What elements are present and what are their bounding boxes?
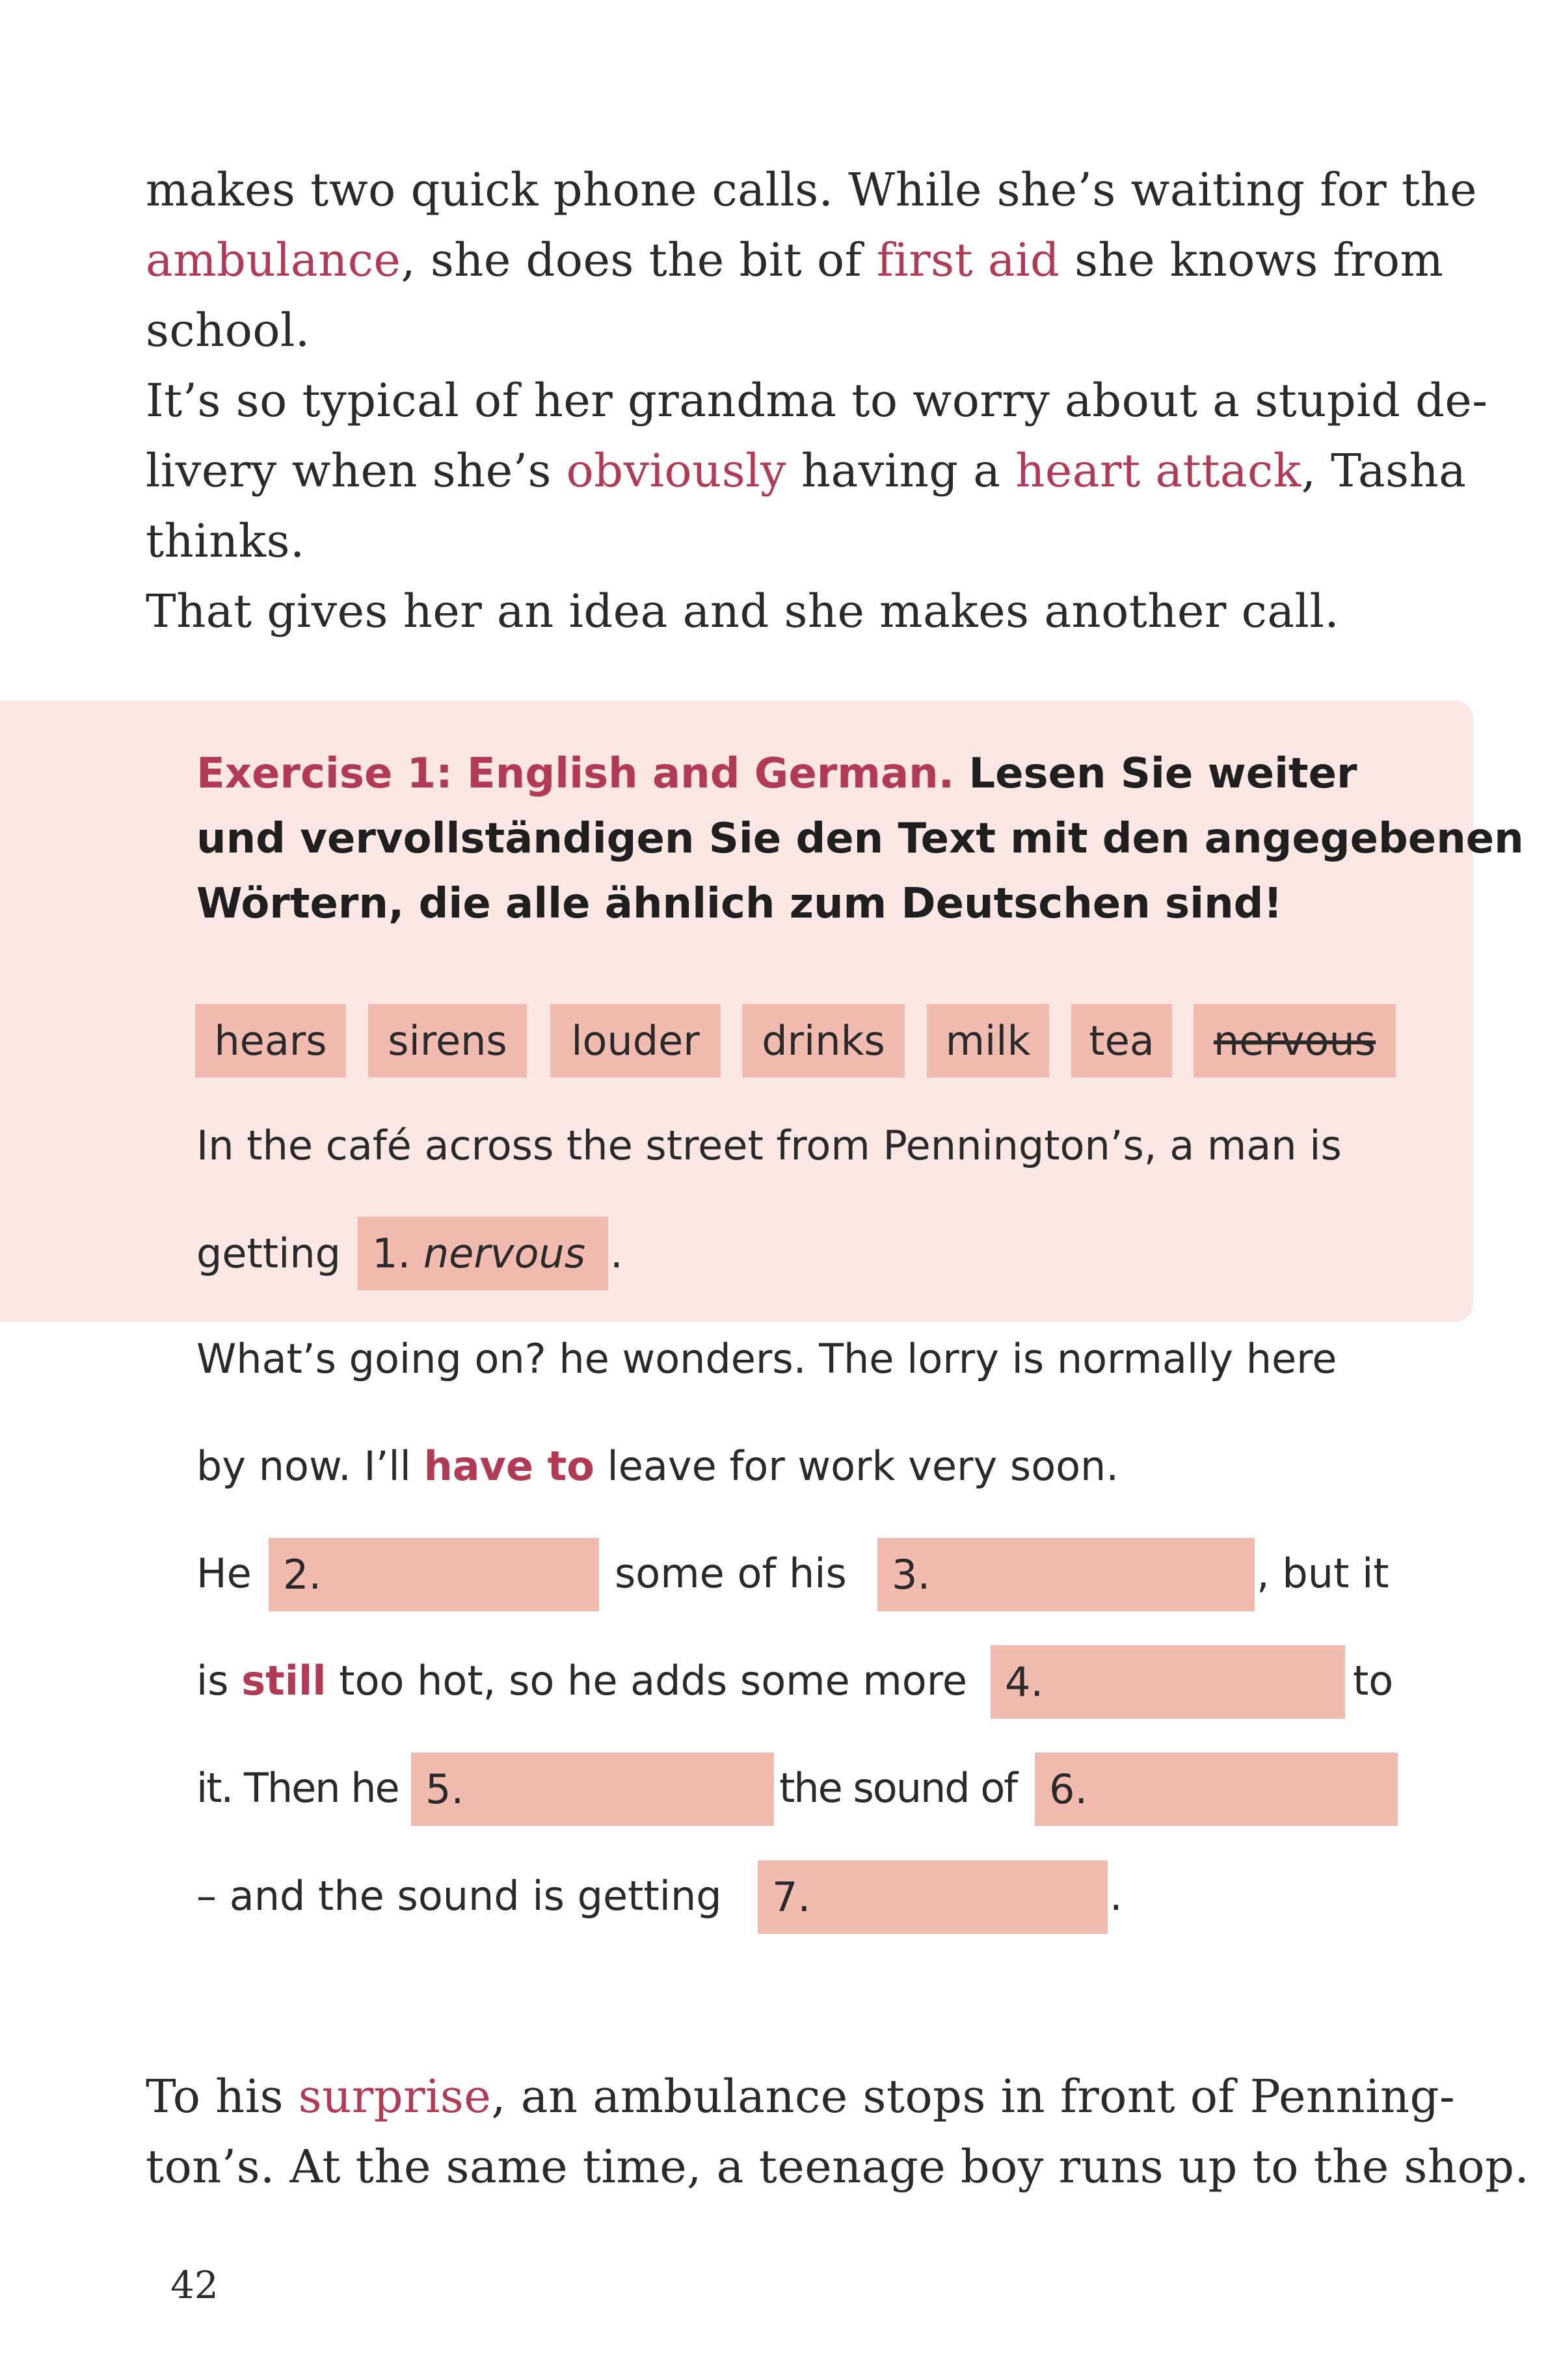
keyword-first-aid: first aid (876, 233, 1060, 287)
answer-blank-1[interactable] (358, 1217, 608, 1290)
keyword-obviously: obviously (566, 444, 787, 497)
keyword-still: still (241, 1657, 327, 1704)
exercise-line-4 (196, 1434, 1400, 1499)
blank-number: 1. (372, 1230, 411, 1277)
top-paragraph (146, 155, 1488, 646)
answer-blank-4[interactable] (991, 1645, 1345, 1719)
word-bank-chip[interactable]: hears (195, 1004, 346, 1078)
exercise-text (196, 1648, 967, 1713)
exercise-text: too hot, so he adds some more (326, 1657, 967, 1704)
blank-answer: nervous (423, 1230, 586, 1277)
text-fragment: having a (786, 444, 1016, 497)
text-line-3: school. (146, 304, 310, 357)
exercise-text: He (196, 1550, 252, 1597)
keyword-ambulance: ambulance (146, 233, 401, 287)
exercise-text: leave for work very soon. (594, 1442, 1119, 1490)
blank-number: 7. (772, 1873, 811, 1921)
blank-number: 6. (1049, 1765, 1088, 1813)
exercise-instruction: Lesen Sie weiter (954, 750, 1357, 798)
exercise-text: . (610, 1230, 623, 1277)
answer-blank-5[interactable] (411, 1752, 774, 1826)
keyword-surprise: surprise (298, 2070, 492, 2123)
text-fragment: , she does the bit of (401, 233, 877, 287)
exercise-text: to (1353, 1657, 1394, 1704)
blank-number: 5. (425, 1765, 464, 1813)
word-bank-chip[interactable]: milk (927, 1004, 1049, 1078)
bottom-paragraph (146, 2061, 1530, 2202)
text-fragment: she knows from (1060, 233, 1444, 287)
word-bank-chip-used[interactable]: nervous (1194, 1004, 1396, 1078)
text-line-7: That gives her an idea and she makes another call. (146, 585, 1340, 638)
text-line (146, 436, 1467, 506)
word-bank-chip[interactable]: tea (1071, 1004, 1172, 1078)
exercise-line-3: What’s going on? he wonders. The lorry is normally here (196, 1335, 1337, 1382)
word-bank-chip[interactable]: sirens (368, 1004, 527, 1078)
text-fragment: , an ambulance stops in front of Penning- (491, 2070, 1456, 2123)
blank-number: 3. (892, 1551, 931, 1598)
text-line (146, 2061, 1456, 2132)
exercise-text: , but it (1257, 1550, 1389, 1597)
exercise-text: some of his (615, 1550, 847, 1597)
exercise-text: is (196, 1657, 242, 1704)
exercise-text: the sound of (779, 1764, 1017, 1812)
blank-number: 2. (283, 1551, 322, 1598)
exercise-text: – and the sound is getting (196, 1872, 722, 1920)
word-bank-chip[interactable]: louder (550, 1004, 721, 1078)
text-line (146, 225, 1444, 295)
blank-number: 4. (1005, 1658, 1044, 1706)
text-fragment: To his (146, 2070, 299, 2123)
answer-blank-6[interactable] (1035, 1752, 1398, 1826)
exercise-text: by now. I’ll (196, 1442, 424, 1490)
page-number: 42 (170, 2263, 219, 2307)
answer-blank-7[interactable] (758, 1860, 1108, 1934)
keyword-heart-attack: heart attack (1015, 444, 1301, 497)
answer-blank-3[interactable] (877, 1538, 1255, 1611)
exercise-title: Exercise 1: English and German. (196, 750, 955, 798)
exercise-header (196, 741, 1524, 936)
exercise-instruction-line-3: Wörtern, die alle ähnlich zum Deutschen sind! (196, 880, 1283, 928)
text-line-6: thinks. (146, 514, 305, 568)
exercise-text: . (1110, 1872, 1123, 1920)
exercise-instruction-line-2: und vervollständigen Sie den Text mit den angegebenen (196, 815, 1524, 863)
text-line-4: It’s so typical of her grandma to worry about a stupid de- (146, 374, 1488, 427)
exercise-text: it. Then he (196, 1764, 399, 1812)
text-fragment: livery when she’s (146, 444, 567, 497)
text-fragment: , Tasha (1301, 444, 1467, 497)
answer-blank-2[interactable] (269, 1538, 599, 1611)
exercise-text: getting (196, 1230, 341, 1277)
text-line-1: makes two quick phone calls. While she’s waiting for the (146, 163, 1478, 217)
exercise-line-1: In the café across the street from Pennington’s, a man is (196, 1122, 1342, 1169)
text-line (146, 155, 1478, 225)
keyword-have-to: have to (423, 1442, 594, 1490)
text-line: ton’s. At the same time, a teenage boy runs up to the shop. (146, 2140, 1530, 2193)
word-bank-chip[interactable]: drinks (742, 1004, 905, 1078)
